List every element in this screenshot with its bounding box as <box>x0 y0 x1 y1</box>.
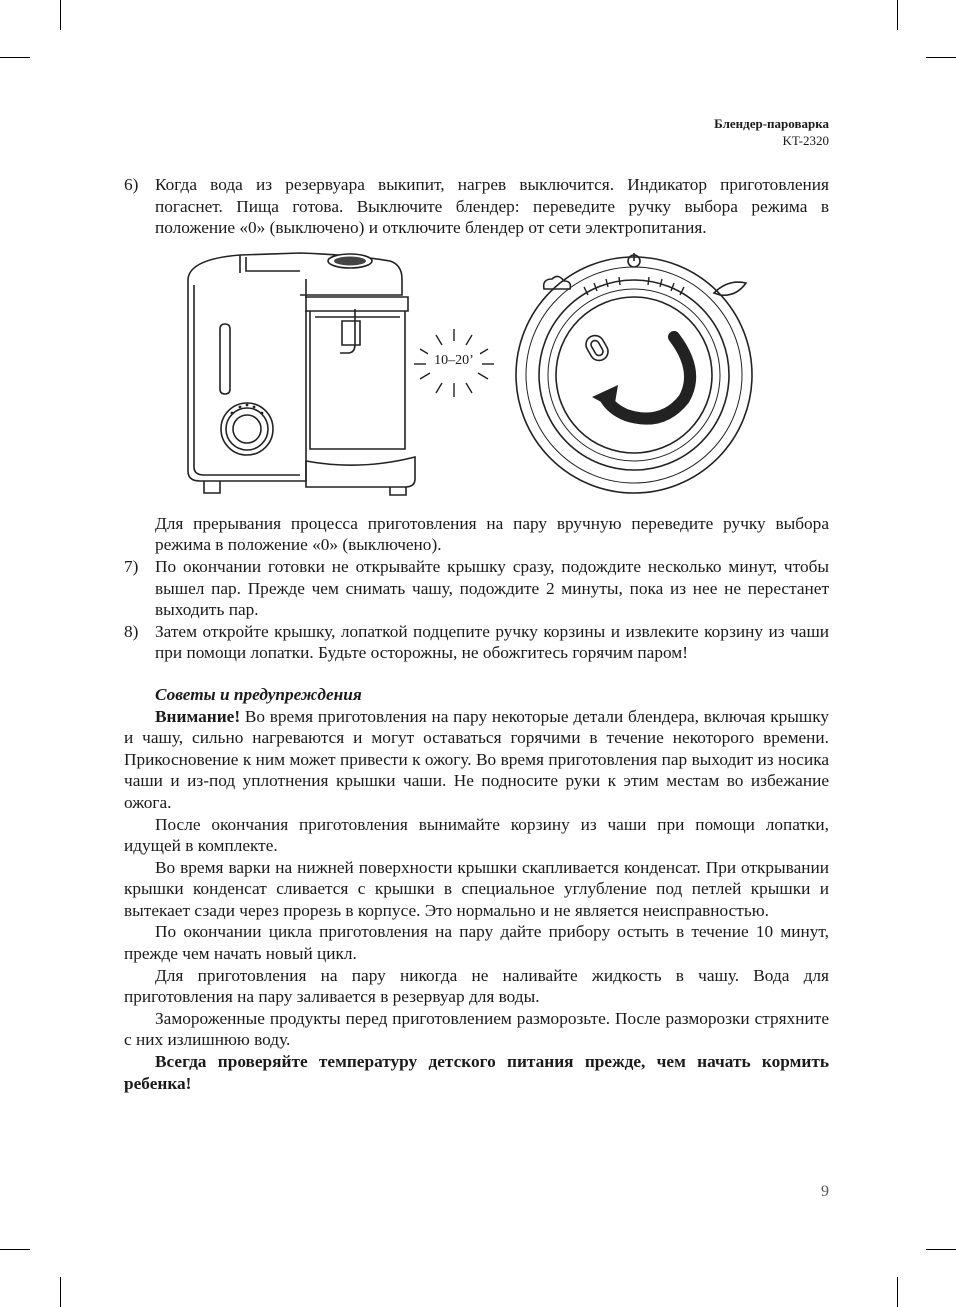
step-item <box>124 174 829 239</box>
crop-mark <box>60 1277 61 1307</box>
crop-mark <box>926 1249 956 1250</box>
running-header <box>714 115 829 149</box>
final-warning: Всегда проверяйте температуру детского питания прежде, чем начать кормить ребенка! <box>124 1052 829 1093</box>
crop-mark <box>897 0 898 30</box>
tip-paragraph: Во время варки на нижней поверхности крышки скапливается конденсат. При открывании крышки конденсат сливается с крышки в специальное углубление под петлей крышки и вытекает сзади через прорезь в корпусе. Это нормально и не является неисправностью. <box>124 857 829 920</box>
crop-mark <box>897 1277 898 1307</box>
crop-mark <box>926 57 956 58</box>
step-item <box>124 556 829 621</box>
crop-mark <box>60 0 61 30</box>
crop-mark <box>0 1249 30 1250</box>
step-number: 6) <box>124 175 139 194</box>
warning-paragraph <box>124 706 829 814</box>
blender-illustration <box>180 249 420 504</box>
step-number: 8) <box>124 621 139 641</box>
step-number: 7) <box>124 556 139 576</box>
page-content <box>124 174 829 1094</box>
tip-paragraph: Для приготовления на пару никогда не наливайте жидкость в чашу. Вода для приготовления на пару заливается в резервуар для воды. <box>124 965 829 1007</box>
timer-label: 10–20’ <box>428 353 480 369</box>
header-model: KT-2320 <box>782 133 829 148</box>
tip-paragraph: Замороженные продукты перед приготовлением разморозьте. После разморозки стряхните с них излишнюю воду. <box>124 1008 829 1050</box>
dial-illustration <box>514 249 754 504</box>
step-text: Когда вода из резервуара выкипит, нагрев выключится. Индикатор приготовления погаснет. Пища готова. Выключите блендер: переведите ручку выбора режима в положение «0» (выключено) и отключите блендер от сети электропитания. <box>155 175 829 238</box>
illustration <box>124 249 829 504</box>
section-title: Советы и предупреждения <box>155 684 362 704</box>
tip-paragraph: После окончания приготовления вынимайте корзину из чаши при помощи лопатки, идущей в комплекте. <box>124 814 829 856</box>
crop-mark <box>0 57 30 58</box>
warning-label: Внимание! <box>155 706 241 726</box>
step-text: Затем откройте крышку, лопаткой подцепите ручку корзины и извлеките корзину из чаши при помощи лопатки. Будьте осторожны, не обожгитесь горячим паром! <box>155 621 829 663</box>
page-number: 9 <box>821 1183 829 1200</box>
warning-text: Во время приготовления на пару некоторые детали блендера, включая крышку и чашу, сильно нагреваются и могут оставаться горячими в течение некоторого времени. Прикосновение к ним может привести к ожогу. Во время приготовления пар выходит из носика чаши и из-под уплотнения крышки чаши. Не подносите руки к этим местам во избежание ожога. <box>124 706 829 812</box>
step-item <box>124 621 829 664</box>
tip-paragraph: По окончании цикла приготовления на пару дайте прибору остыть в течение 10 минут, прежде чем начать новый цикл. <box>124 922 829 964</box>
after-figure-text: Для прерывания процесса приготовления на пару вручную переведите ручку выбора режима в положение «0» (выключено). <box>155 513 829 555</box>
header-title: Блендер-пароварка <box>714 116 829 131</box>
step-text: По окончании готовки не открывайте крышку сразу, подождите несколько минут, чтобы вышел пар. Прежде чем снимать чашу, подождите 2 минуты, пока из нее не перестанет выходить пар. <box>155 556 829 620</box>
